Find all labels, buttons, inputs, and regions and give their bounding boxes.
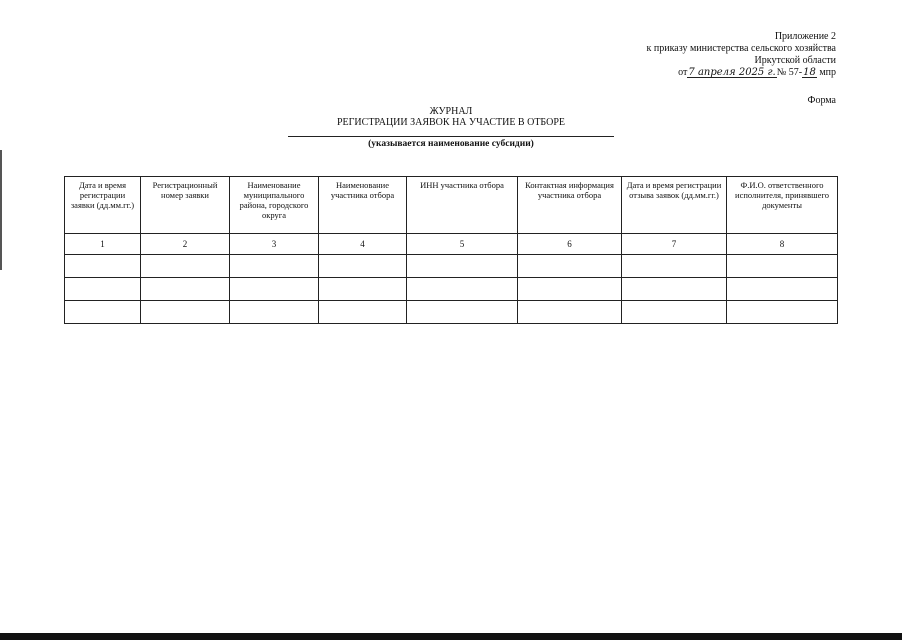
table-cell [230,301,319,324]
table-cell [230,278,319,301]
header-cell: Контактная информация участника отбора [518,177,622,234]
scan-edge-left [0,150,2,270]
title-journal: ЖУРНАЛ [429,106,473,117]
table-cell [319,301,407,324]
scan-edge-bottom [0,633,902,640]
title-block [288,106,614,150]
table-cell [407,255,518,278]
table-cell [230,255,319,278]
handwritten-number: 18 [803,67,816,78]
table-cell [65,255,141,278]
appendix-date-line [576,67,836,79]
table-cell [141,301,230,324]
number-prefix: № 57- [776,67,803,78]
column-number: 1 [65,234,141,255]
table-cell [622,278,727,301]
header-cell: Ф.И.О. ответственного исполнителя, принявшего документы [727,177,838,234]
table-row [65,255,838,278]
appendix-line-1: Приложение 2 [774,31,836,42]
column-number: 3 [230,234,319,255]
table-cell [319,255,407,278]
table-number-row [65,234,838,255]
header-cell: Наименование муниципального района, городского округа [230,177,319,234]
table-cell [622,255,727,278]
form-label: Форма [807,95,836,106]
table-cell [319,278,407,301]
table-cell [622,301,727,324]
handwritten-date: 7 апреля 2025 г. [688,67,776,78]
date-prefix: от [678,67,688,78]
header-cell: Дата и время регистрации заявки (дд.мм.гг.) [65,177,141,234]
table-cell [65,278,141,301]
column-number: 6 [518,234,622,255]
table-cell [518,278,622,301]
table-row [65,301,838,324]
column-number: 8 [727,234,838,255]
header-cell: Регистрационный номер заявки [141,177,230,234]
column-number: 4 [319,234,407,255]
column-number: 2 [141,234,230,255]
table-cell [727,278,838,301]
column-number: 5 [407,234,518,255]
table-header-row [65,177,838,234]
appendix-line-3: Иркутской области [754,55,836,66]
header-cell: Наименование участника отбора [319,177,407,234]
table-cell [407,301,518,324]
appendix-block [576,31,836,79]
table-cell [407,278,518,301]
table-cell [65,301,141,324]
subsidy-name-caption: (указывается наименование субсидии) [368,139,534,149]
header-cell: Дата и время регистрации отзыва заявок (дд.мм.гг.) [622,177,727,234]
header-cell: ИНН участника отбора [407,177,518,234]
title-registration: РЕГИСТРАЦИИ ЗАЯВОК НА УЧАСТИЕ В ОТБОРЕ [336,117,565,128]
subsidy-name-line [288,136,614,137]
table-cell [727,255,838,278]
table-row [65,278,838,301]
appendix-line-2: к приказу министерства сельского хозяйства [646,43,836,54]
table-cell [518,255,622,278]
table-cell [518,301,622,324]
table-cell [141,255,230,278]
table-cell [141,278,230,301]
table-cell [727,301,838,324]
registration-journal-table [64,176,838,324]
number-suffix: мпр [819,67,836,78]
column-number: 7 [622,234,727,255]
